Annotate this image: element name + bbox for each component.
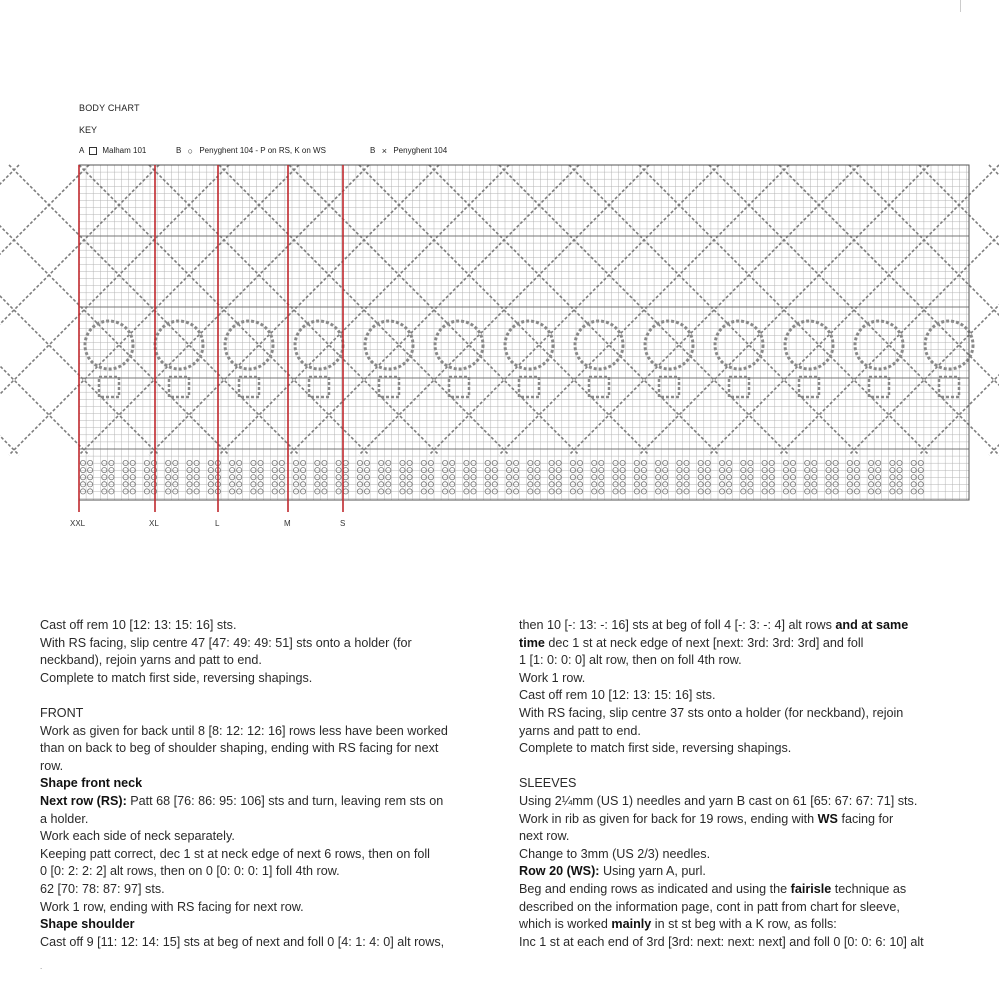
paragraph-gap bbox=[519, 758, 969, 776]
instruction-text: Inc 1 st at each end of 3rd [3rd: next: next: next] and foll 0 [0: 0: 6: 10] alt bbox=[519, 934, 924, 949]
instruction-line bbox=[519, 899, 969, 917]
instruction-emphasis: and at same bbox=[835, 618, 909, 632]
instruction-text: technique as bbox=[831, 881, 907, 896]
instruction-text: 1 [1: 0: 0: 0] alt row, then on foll 4th row. bbox=[519, 653, 742, 668]
instruction-line bbox=[40, 652, 490, 670]
instruction-line bbox=[40, 916, 490, 934]
instruction-text: yarns and patt to end. bbox=[519, 723, 641, 738]
instruction-line bbox=[519, 740, 969, 758]
instruction-text: Using 2¼mm (US 1) needles and yarn B cast on 61 [65: 67: 67: 71] sts. bbox=[519, 793, 918, 808]
instruction-line bbox=[40, 670, 490, 688]
instruction-emphasis: time bbox=[519, 635, 545, 650]
instruction-line bbox=[519, 793, 969, 811]
instruction-text: which is worked bbox=[519, 917, 612, 932]
instruction-line bbox=[519, 916, 969, 934]
instruction-text: FRONT bbox=[40, 705, 84, 720]
instruction-emphasis: mainly bbox=[611, 917, 652, 932]
instruction-text: a holder. bbox=[40, 811, 89, 826]
instruction-line bbox=[519, 705, 969, 723]
key-text: Penyghent 104 bbox=[393, 146, 448, 155]
instruction-line bbox=[40, 934, 490, 952]
instruction-text: then 10 [-: 13: -: 16] sts at beg of foll 4 [-: 3: -: 4] alt rows bbox=[519, 618, 836, 632]
chart-key-heading: KEY bbox=[79, 125, 98, 135]
instruction-text: Beg and ending rows as indicated and using the bbox=[519, 881, 791, 896]
instruction-emphasis: fairisle bbox=[790, 881, 832, 896]
instruction-text: Cast off 9 [11: 12: 14: 15] sts at beg of next and foll 0 [4: 1: 4: 0] alt rows, bbox=[40, 934, 445, 949]
instruction-text: row. bbox=[40, 758, 64, 773]
instruction-emphasis: Row 20 (WS): bbox=[519, 864, 600, 879]
instructions-left-column bbox=[40, 617, 490, 951]
instruction-emphasis: Shape front neck bbox=[40, 776, 143, 791]
size-label-m: M bbox=[284, 519, 291, 528]
instruction-line bbox=[40, 793, 490, 811]
instruction-line bbox=[40, 881, 490, 899]
key-letter: B bbox=[176, 146, 182, 155]
instruction-line bbox=[40, 635, 490, 653]
key-text: Penyghent 104 - P on RS, K on WS bbox=[199, 146, 326, 155]
instruction-line bbox=[40, 899, 490, 917]
instruction-text: With RS facing, slip centre 47 [47: 49: 49: 51] sts onto a holder (for bbox=[40, 635, 412, 650]
instruction-text: in st st beg with a K row, as folls: bbox=[651, 917, 837, 932]
instruction-text: 0 [0: 2: 2: 2] alt rows, then on 0 [0: 0: 0: 1] foll 4th row. bbox=[40, 864, 340, 879]
instruction-text: Using yarn A, purl. bbox=[599, 864, 706, 879]
instruction-text: Change to 3mm (US 2/3) needles. bbox=[519, 846, 711, 861]
instruction-line bbox=[40, 705, 490, 723]
instruction-emphasis: Shape shoulder bbox=[40, 917, 135, 932]
instruction-text: Complete to match first side, reversing shapings. bbox=[519, 741, 792, 756]
instruction-line bbox=[519, 863, 969, 881]
instruction-text: Keeping patt correct, dec 1 st at neck edge of next 6 rows, then on foll bbox=[40, 846, 430, 861]
instruction-line bbox=[40, 775, 490, 793]
instruction-line bbox=[40, 617, 490, 635]
instruction-text: Work in rib as given for back for 19 rows, ending with bbox=[519, 811, 818, 826]
instruction-text: next row. bbox=[519, 829, 570, 844]
instruction-line bbox=[519, 617, 969, 635]
instruction-line bbox=[519, 811, 969, 829]
instruction-text: neckband), rejoin yarns and patt to end. bbox=[40, 653, 262, 668]
circle-icon: ○ bbox=[187, 145, 194, 156]
instruction-line bbox=[519, 635, 969, 653]
instruction-text: Complete to match first side, reversing shapings. bbox=[40, 670, 313, 685]
instruction-text: facing for bbox=[837, 811, 894, 826]
key-text: Malham 101 bbox=[102, 146, 147, 155]
instruction-line bbox=[40, 846, 490, 864]
instruction-text: Cast off rem 10 [12: 13: 15: 16] sts. bbox=[519, 688, 716, 703]
size-label-s: S bbox=[340, 519, 346, 528]
size-label-xl: XL bbox=[149, 519, 159, 528]
key-letter: A bbox=[79, 146, 85, 155]
size-label-xxl: XXL bbox=[70, 519, 86, 528]
instruction-text: 62 [70: 78: 87: 97] sts. bbox=[40, 881, 165, 896]
instructions-right-column bbox=[519, 617, 969, 951]
instruction-line bbox=[519, 687, 969, 705]
instruction-line bbox=[519, 723, 969, 741]
instruction-text: Cast off rem 10 [12: 13: 15: 16] sts. bbox=[40, 618, 237, 632]
instruction-line bbox=[40, 828, 490, 846]
chart-title: BODY CHART bbox=[79, 103, 140, 113]
instruction-text: Work as given for back until 8 [8: 12: 12: 16] rows less have been worked bbox=[40, 723, 448, 738]
key-letter: B bbox=[370, 146, 376, 155]
instruction-line bbox=[519, 934, 969, 952]
instruction-text: Patt 68 [76: 86: 95: 106] sts and turn, leaving rem sts on bbox=[126, 793, 444, 808]
cross-icon: × bbox=[381, 145, 387, 156]
instruction-line bbox=[519, 846, 969, 864]
instruction-line bbox=[519, 652, 969, 670]
instruction-line bbox=[40, 758, 490, 776]
instruction-line bbox=[519, 881, 969, 899]
instruction-line bbox=[40, 811, 490, 829]
instruction-line bbox=[519, 670, 969, 688]
instruction-line bbox=[519, 775, 969, 793]
instruction-text: Work 1 row, ending with RS facing for next row. bbox=[40, 899, 304, 914]
size-label-l: L bbox=[215, 519, 220, 528]
instruction-text: described on the information page, cont in patt from chart for sleeve, bbox=[519, 899, 900, 914]
paragraph-gap bbox=[40, 687, 490, 705]
instruction-line bbox=[40, 740, 490, 758]
instruction-emphasis: WS bbox=[817, 811, 838, 826]
instruction-text: Work 1 row. bbox=[519, 670, 586, 685]
instruction-line bbox=[40, 723, 490, 741]
instruction-emphasis: Next row (RS): bbox=[40, 793, 127, 808]
instruction-text: Work each side of neck separately. bbox=[40, 829, 235, 844]
footer-mark: . bbox=[40, 962, 43, 971]
instruction-text: than on back to beg of shoulder shaping, ending with RS facing for next bbox=[40, 741, 439, 756]
instruction-line bbox=[519, 828, 969, 846]
instruction-text: dec 1 st at neck edge of next [next: 3rd: 3rd: 3rd] and foll bbox=[544, 635, 864, 650]
instruction-text: SLEEVES bbox=[519, 776, 577, 791]
instruction-line bbox=[40, 863, 490, 881]
instruction-text: With RS facing, slip centre 37 sts onto a holder (for neckband), rejoin bbox=[519, 705, 904, 720]
